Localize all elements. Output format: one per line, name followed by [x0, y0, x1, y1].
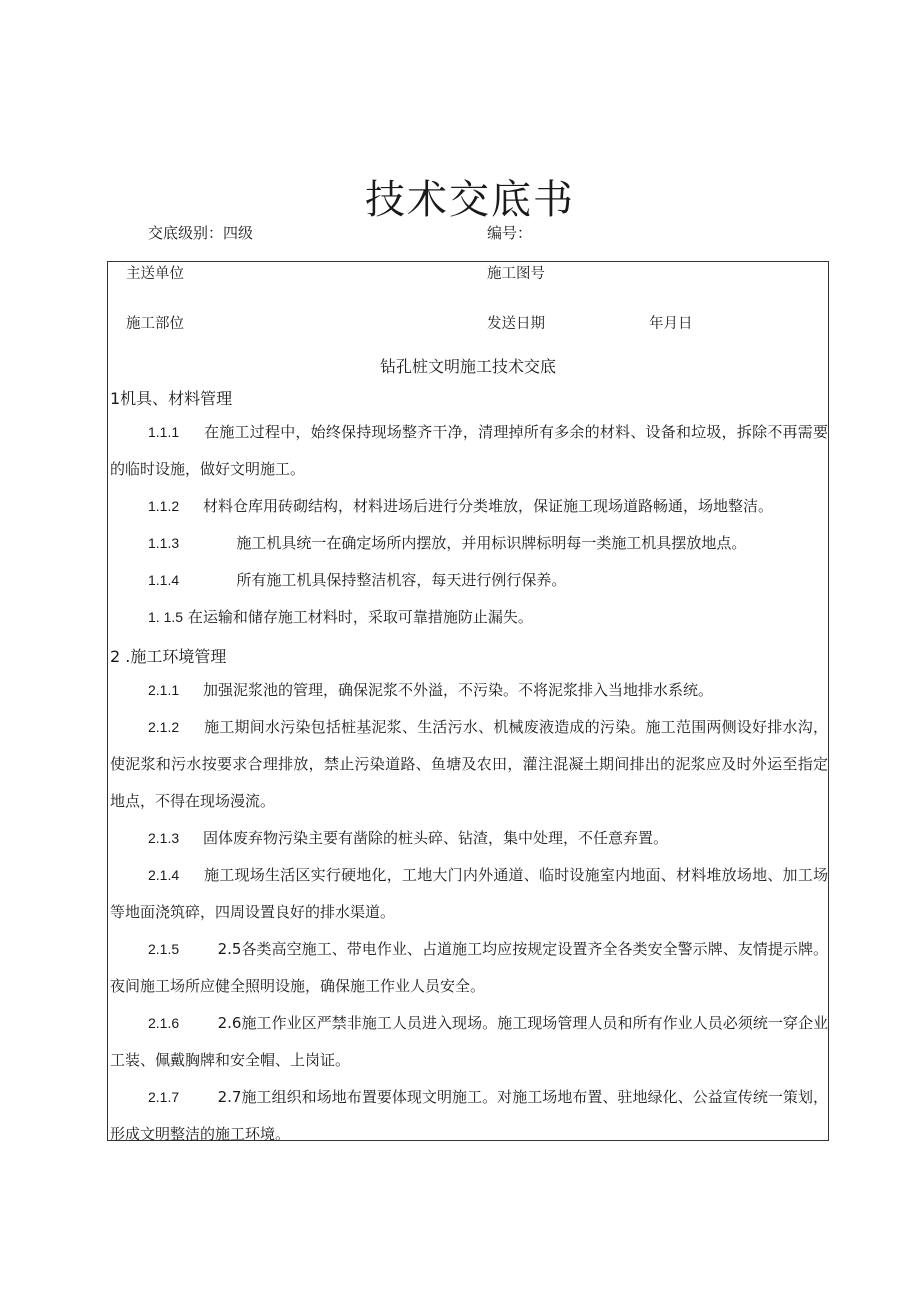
- item-text: 施工期间水污染包括桩基泥浆、生活污水、机械废液造成的污染。施工范围两侧设好排水沟，使泥浆和污水按要求合理排放，禁止污染道路、鱼塘及农田，灌注混凝土期间排出的泥浆应及时外运至指定地点，不得在现场漫流。: [110, 718, 828, 810]
- item-2-1-4: [110, 857, 828, 931]
- item-number: 2.1.6: [148, 1015, 180, 1031]
- item-text: 固体废弃物污染主要有凿除的桩头碎、钻渣，集中处理，不任意弃置。: [202, 829, 668, 847]
- item-number: 2.1.4: [148, 867, 180, 883]
- item-1-1-5: [110, 599, 828, 636]
- item-number: 2.1.1: [148, 682, 180, 698]
- location-label: 施工部位: [126, 316, 184, 332]
- item-number: 1. 1.5: [148, 609, 184, 625]
- item-text: 在运输和储存施工材料时，采取可靠措施防止漏失。: [187, 608, 533, 626]
- level-label: 交底级别：四级: [148, 224, 254, 242]
- item-2-1-6: [110, 1005, 828, 1079]
- item-number: 1.1.4: [148, 572, 180, 588]
- item-text: 加强泥浆池的管理，确保泥浆不外溢，不污染。不将泥浆排入当地排水系统。: [202, 681, 713, 699]
- sender-label: 主送单位: [126, 266, 184, 282]
- item-number: 1.1.2: [148, 498, 180, 514]
- item-text: 施工机具统一在确定场所内摆放，并用标识牌标明每一类施工机具摆放地点。: [236, 534, 747, 552]
- date-value: 年月日: [649, 316, 693, 332]
- drawing-label: 施工图号: [487, 266, 545, 282]
- item-2-1-3: [110, 820, 828, 857]
- item-number: 2.1.5: [148, 941, 180, 957]
- item-2-1-2: [110, 709, 828, 820]
- item-1-1-1: [110, 414, 828, 488]
- item-1-1-2: [110, 488, 828, 525]
- item-text: 2.7施工组织和场地布置要体现文明施工。对施工场地布置、驻地绿化、公益宣传统一策划，形成文明整洁的施工环境。: [110, 1088, 828, 1143]
- item-2-1-1: [110, 672, 828, 709]
- item-number: 2.1.7: [148, 1089, 180, 1105]
- section-title-2: 2 .施工环境管理: [110, 647, 227, 666]
- item-number: 2.1.3: [148, 830, 180, 846]
- item-2-1-7: [110, 1079, 828, 1153]
- item-text: 材料仓库用砖砌结构，材料进场后进行分类堆放，保证施工现场道路畅通，场地整洁。: [202, 497, 773, 515]
- number-label: 编号：: [487, 224, 533, 242]
- content-box: [107, 261, 829, 1141]
- item-number: 1.1.3: [148, 535, 180, 551]
- document-title: 技术交底书: [365, 177, 575, 223]
- item-1-1-4: [110, 562, 828, 599]
- item-2-1-5: [110, 931, 828, 1005]
- item-text: 在施工过程中，始终保持现场整齐干净，清理掉所有多余的材料、设备和垃圾，拆除不再需要的临时设施，做好文明施工。: [110, 423, 828, 478]
- item-text: 所有施工机具保持整洁机容，每天进行例行保养。: [236, 571, 567, 589]
- content-heading: 钻孔桩文明施工技术交底: [379, 357, 556, 376]
- section-title-1: 1机具、材料管理: [110, 389, 233, 408]
- item-text: 2.5各类高空施工、带电作业、占道施工均应按规定设置齐全各类安全警示牌、友情提示牌。夜间施工场所应健全照明设施，确保施工作业人员安全。: [110, 940, 828, 995]
- item-text: 施工现场生活区实行硬地化，工地大门内外通道、临时设施室内地面、材料堆放场地、加工场等地面浇筑碎，四周设置良好的排水渠道。: [110, 866, 828, 921]
- item-1-1-3: [110, 525, 828, 562]
- date-label: 发送日期: [487, 316, 545, 332]
- item-text: 2.6施工作业区严禁非施工人员进入现场。施工现场管理人员和所有作业人员必须统一穿企业工装、佩戴胸牌和安全帽、上岗证。: [110, 1014, 828, 1069]
- item-number: 1.1.1: [148, 424, 180, 440]
- item-number: 2.1.2: [148, 719, 180, 735]
